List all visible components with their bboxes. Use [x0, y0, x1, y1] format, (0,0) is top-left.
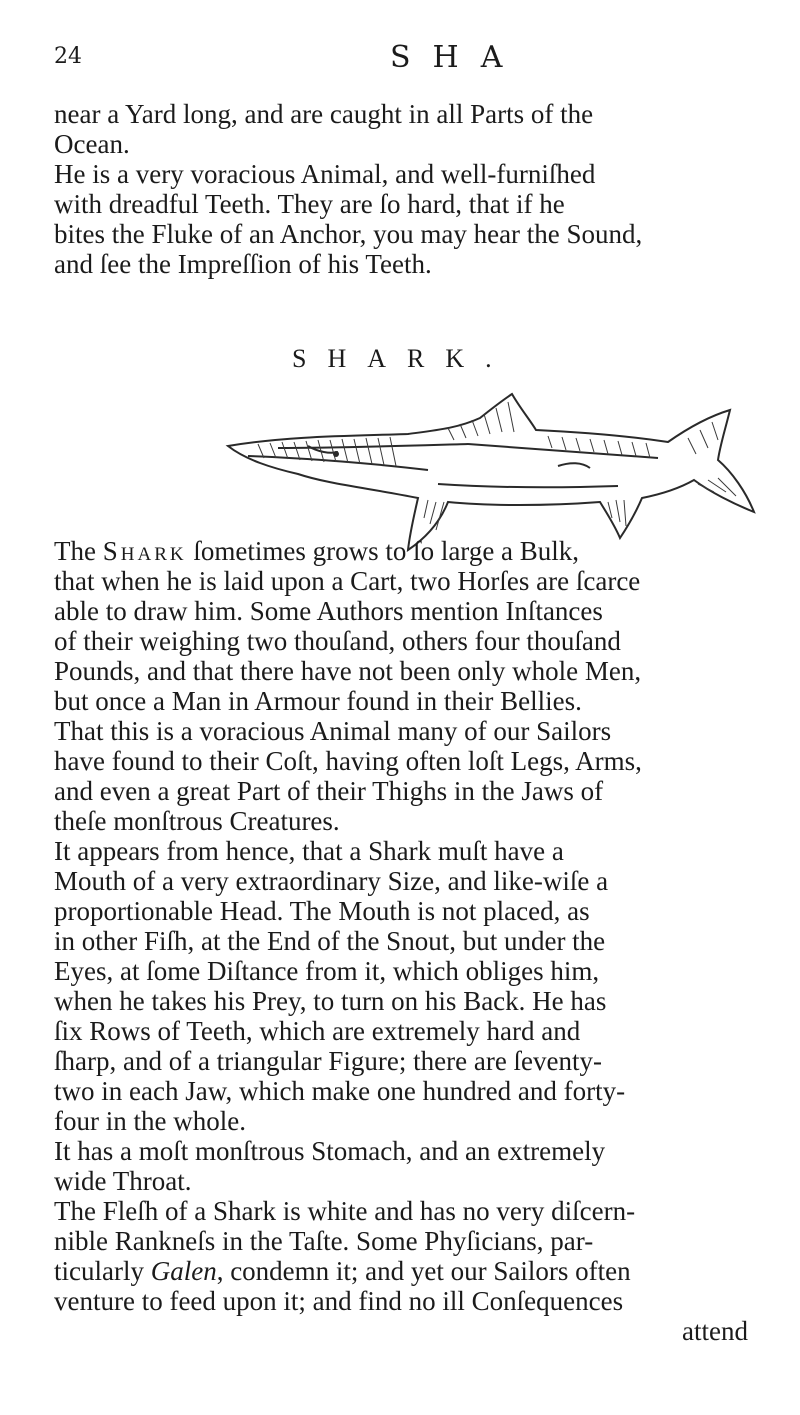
text-line: that when he is laid upon a Cart, two Horſes are ſcarce	[54, 566, 641, 596]
page-header	[0, 40, 800, 84]
shark-word: Shark	[102, 536, 187, 566]
text-line: It appears from hence, that a Shark muſt have a	[54, 836, 564, 866]
text-line: theſe monſtrous Creatures.	[54, 806, 340, 836]
text-line: have found to their Coſt, having often loſt Legs, Arms,	[54, 746, 642, 776]
text-line: near a Yard long, and are caught in all Parts of the	[54, 99, 594, 129]
text-line: able to draw him. Some Authors mention Inſtances	[54, 596, 603, 626]
text-line: of their weighing two thouſand, others four thouſand	[54, 626, 621, 656]
italic-name: Galen	[150, 1256, 217, 1286]
text-line: nible Rankneſs in the Taſte. Some Phyſicians, par-	[54, 1226, 594, 1256]
text-line: ſharp, and of a triangular Figure; there are ſeventy-	[54, 1046, 603, 1076]
text-line: Eyes, at ſome Diſtance from it, which obliges him,	[54, 956, 600, 986]
text-line: That this is a voracious Animal many of our Sailors	[54, 716, 612, 746]
text-line: proportionable Head. The Mouth is not placed, as	[54, 896, 590, 926]
running-title: SHA	[390, 40, 525, 75]
text-line: and even a great Part of their Thighs in the Jaws of	[54, 776, 604, 806]
text-line: when he takes his Prey, to turn on his Back. He has	[54, 986, 607, 1016]
text-line: but once a Man in Armour found in their Bellies.	[54, 686, 582, 716]
page-number: 24	[54, 44, 82, 69]
catchword: attend	[682, 1316, 748, 1346]
text-line: two in each Jaw, which make one hundred and forty-	[54, 1076, 626, 1106]
text-line: Mouth of a very extraordinary Size, and like-wiſe a	[54, 866, 609, 896]
text-line: ticularly Galen, condemn it; and yet our Sailors often	[54, 1256, 631, 1286]
text-line: four in the whole.	[54, 1106, 246, 1136]
section-heading: SHARK.	[292, 344, 513, 373]
text-line: venture to feed upon it; and find no ill Conſequences	[54, 1286, 624, 1316]
text-line: wide Throat.	[54, 1166, 192, 1196]
text-line: He is a very voracious Animal, and well-furniſhed	[54, 159, 596, 189]
first-word: The	[54, 536, 96, 566]
text-line: in other Fiſh, at the End of the Snout, but under the	[54, 926, 606, 956]
text-line: ſix Rows of Teeth, which are extremely hard and	[54, 1016, 581, 1046]
text-line: Ocean.	[54, 129, 130, 159]
text-line	[54, 535, 579, 567]
text-line: bites the Fluke of an Anchor, you may hear the Sound,	[54, 219, 643, 249]
text-line: The Fleſh of a Shark is white and has no very diſcern-	[54, 1196, 636, 1226]
text-line: Pounds, and that there have not been only whole Men,	[54, 656, 642, 686]
text-line: with dreadful Teeth. They are ſo hard, that if he	[54, 189, 565, 219]
text-line: It has a moſt monſtrous Stomach, and an extremely	[54, 1136, 606, 1166]
text-line: and ſee the Impreſſion of his Teeth.	[54, 249, 432, 279]
line-rest: ſometimes grows to ſo large a Bulk,	[186, 536, 580, 566]
shark-illustration	[218, 388, 760, 556]
